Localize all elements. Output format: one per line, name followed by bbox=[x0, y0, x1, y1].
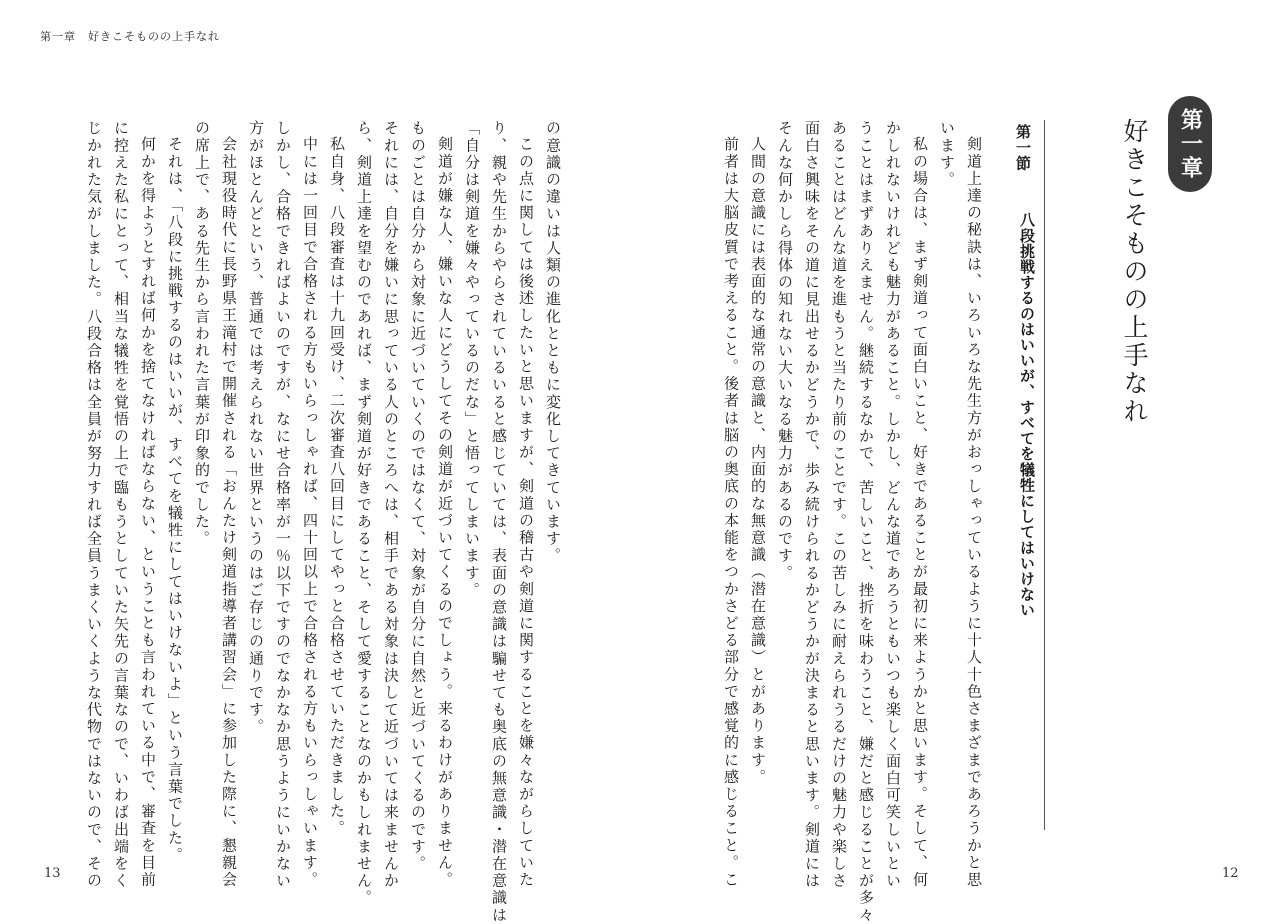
text-column: うことはまずありえません。継続するなかで、苦しいこと、挫折を味わうこと、嫌だと感じることが多々 bbox=[857, 120, 875, 924]
chapter-title: 好きこそものの上手なれ bbox=[1120, 118, 1149, 426]
page-number-left: 13 bbox=[44, 866, 61, 881]
text-column: 剣道が嫌な人、嫌いな人にどうしてその剣道が近づいてくるのでしょう。来るわけがありません。 bbox=[436, 136, 454, 889]
running-head: 第一章 好きこそものの上手なれ bbox=[40, 30, 220, 43]
text-column: ものごとは自分から対象に近づいていくのではなくて、対象が自分に自然と近づいてくるのです。 bbox=[409, 120, 427, 873]
text-column: り、親や先生からやらされているいると感じていては、表面の意識は騙せても奥底の無意識・潜在意識は bbox=[490, 120, 508, 924]
section-title: 八段挑戦するのはいいが、すべてを犠牲にしてはいけない bbox=[1018, 212, 1036, 618]
text-column: 私自身、八段審査は十九回受け、二次審査八回目にしてやっと合格させていただきました。 bbox=[328, 136, 346, 838]
text-column: それには、自分を嫌いに思っている人のところへは、相手である対象は決して近づいては来ませんか bbox=[382, 120, 400, 890]
section-divider bbox=[1044, 120, 1045, 830]
section-label: 第一節 bbox=[1014, 124, 1032, 171]
text-column: 私の場合は、まず剣道って面白いこと、好きであることが最初に来ようかと思います。そして、何 bbox=[911, 136, 929, 889]
text-column: 人間の意識には表面的な通常の意識と、内面的な無意識（潜在意識）とがあります。 bbox=[749, 136, 767, 786]
text-column: この点に関しては後述したいと思いますが、剣道の稽古や剣道に関することを嫌々ながらしていた bbox=[517, 136, 535, 889]
text-column: 前者は大脳皮質で考えること。後者は脳の奥底の本能をつかさどる部分で感覚的に感じること。こ bbox=[722, 136, 740, 889]
text-column: 面白さ興味をその道に見出せるかどうかで、歩み続けられるかどうかが決まると思います。剣道には bbox=[803, 120, 821, 890]
text-column: ら、剣道上達を望むのであれば、まず剣道が好きであること、そして愛することなのかもしれません。 bbox=[355, 120, 373, 907]
text-column: かしれないけれども魅力があること。しかし、どんな道であろうともいつも楽しく面白可笑しいとい bbox=[884, 120, 902, 890]
text-column: 「自分は剣道を嫌々やっているのだな」と悟ってしまいます。 bbox=[463, 120, 481, 599]
text-column: 中には一回目で合格される方もいらっしゃれば、四十回以上で合格される方もいらっしゃいます。 bbox=[301, 136, 319, 889]
page-number-right: 12 bbox=[1222, 866, 1239, 881]
text-column: 剣道上達の秘訣は、いろいろな先生方がおっしゃっているように十人十色さまざまであろうかと思 bbox=[965, 136, 983, 889]
text-column: の意識の違いは人類の進化とともに変化してきています。 bbox=[544, 120, 562, 565]
text-column: 何かを得ようとすれば何かを捨てなければならない、ということも言われている中で、審査を目前 bbox=[139, 136, 157, 889]
text-column: 会社現役時代に長野県王滝村で開催される「おんたけ剣道指導者講習会」に参加した際に、懇親会 bbox=[220, 136, 238, 889]
text-column: しかし、合格できればよいのですが、なにせ合格率が一％以下ですのでなかなか思うようにいかない bbox=[274, 120, 292, 890]
chapter-label: 第一章 bbox=[1177, 108, 1203, 180]
text-column: それは、「八段に挑戦するのはいいが、すべてを犠牲にしてはいけないよ」という言葉でした。 bbox=[166, 136, 184, 864]
text-column: います。 bbox=[938, 120, 956, 189]
text-column: じかれた気がしました。八段合格は全員が努力すれば全員うまくいくような代物ではないので、その bbox=[85, 120, 103, 890]
text-column: 方がほとんどという、普通では考えられない世界というのはご存じの通りです。 bbox=[247, 120, 265, 736]
text-column: そんな何かしら得体の知れない大いなる魅力があるのです。 bbox=[776, 120, 794, 582]
chapter-badge bbox=[1168, 96, 1212, 192]
text-column: に控えた私にとって、相当な犠牲を覚悟の上で臨もうとしていた矢先の言葉なので、いわば出端をく bbox=[112, 120, 130, 890]
text-column: あることはどんな道を進もうと当たり前のことです。この苦しみに耐えられうるだけの魅力や楽しさ bbox=[830, 120, 848, 890]
text-column: の席上で、ある先生から言われた言葉が印象的でした。 bbox=[193, 120, 211, 548]
